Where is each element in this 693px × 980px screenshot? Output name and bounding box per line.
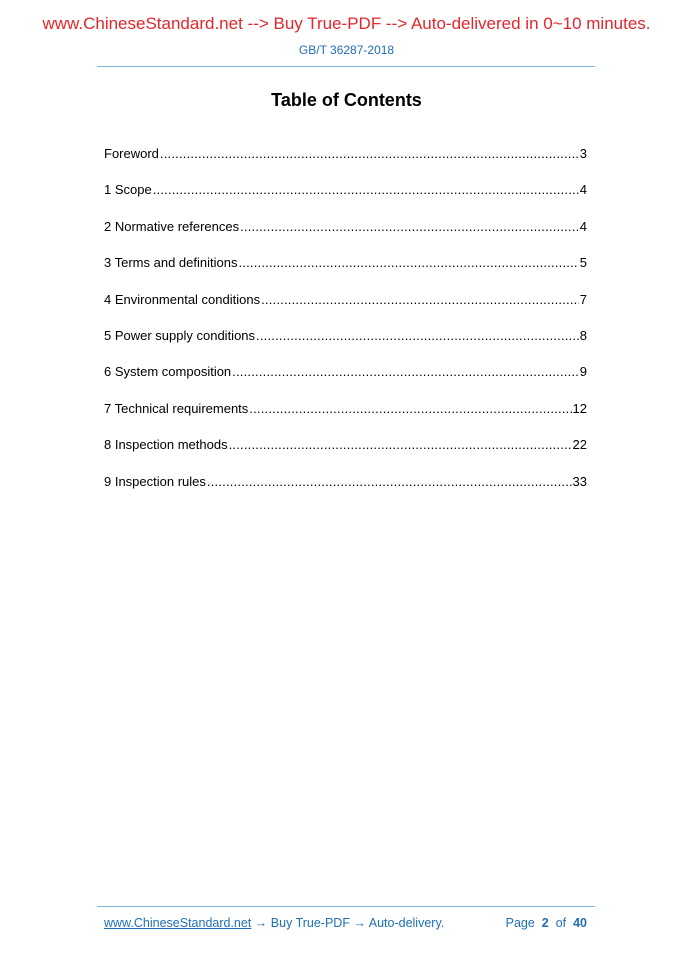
promo-banner[interactable]: www.ChineseStandard.net --> Buy True-PDF --> Auto-delivered in 0~10 minutes. bbox=[42, 14, 651, 33]
footer-divider bbox=[97, 906, 595, 907]
toc-entry-page: 22 bbox=[572, 437, 587, 453]
toc-entry-label: 7 Technical requirements bbox=[104, 400, 249, 416]
toc-entry-label: 4 Environmental conditions bbox=[104, 291, 261, 307]
toc-entry-label: 5 Power supply conditions bbox=[104, 327, 256, 343]
toc-dot-leader bbox=[249, 400, 571, 418]
toc-entry-system-composition[interactable] bbox=[104, 363, 587, 399]
toc-entry-power-supply[interactable] bbox=[104, 327, 587, 363]
toc-dot-leader bbox=[238, 254, 578, 272]
footer-site-link[interactable]: www.ChineseStandard.net bbox=[104, 916, 252, 930]
header-divider bbox=[97, 66, 595, 67]
page-number bbox=[506, 916, 587, 930]
toc-entry-label: 8 Inspection methods bbox=[104, 437, 228, 453]
toc-entry-scope[interactable] bbox=[104, 181, 587, 217]
toc-entry-label: 2 Normative references bbox=[104, 218, 240, 234]
toc-entry-page: 9 bbox=[579, 364, 587, 380]
toc-dot-leader bbox=[229, 436, 572, 454]
toc-dot-leader bbox=[153, 181, 579, 199]
footer-buy-text: Buy True-PDF bbox=[270, 916, 350, 930]
page-word: Page bbox=[505, 916, 535, 930]
toc-dot-leader bbox=[261, 291, 579, 309]
toc-entry-environmental-conditions[interactable] bbox=[104, 291, 587, 327]
toc-entry-label: 9 Inspection rules bbox=[104, 473, 206, 489]
toc-entry-label: Foreword bbox=[104, 146, 159, 161]
toc-entry-inspection-methods[interactable] bbox=[104, 436, 587, 472]
document-code: GB/T 36287-2018 bbox=[298, 43, 395, 57]
toc-entry-foreword[interactable] bbox=[104, 145, 587, 181]
page-total: 40 bbox=[573, 916, 587, 930]
page-footer bbox=[104, 916, 587, 934]
toc-entry-page: 12 bbox=[572, 400, 587, 416]
toc-title: Table of Contents bbox=[271, 90, 422, 110]
toc-dot-leader bbox=[207, 473, 572, 491]
toc-entry-normative-references[interactable] bbox=[104, 218, 587, 254]
footer-promo bbox=[104, 916, 444, 930]
toc-entry-label: 3 Terms and definitions bbox=[104, 255, 238, 271]
toc-entry-page: 7 bbox=[579, 291, 587, 307]
toc-entry-terms-definitions[interactable] bbox=[104, 254, 587, 290]
footer-delivery-text: Auto-delivery. bbox=[368, 916, 445, 930]
toc-entry-technical-requirements[interactable] bbox=[104, 400, 587, 436]
page-current: 2 bbox=[541, 916, 549, 930]
of-word: of bbox=[555, 916, 567, 930]
toc-list bbox=[104, 145, 587, 509]
toc-entry-page: 5 bbox=[579, 255, 587, 271]
toc-entry-inspection-rules[interactable] bbox=[104, 473, 587, 509]
toc-entry-page: 4 bbox=[579, 182, 587, 198]
toc-dot-leader bbox=[160, 145, 579, 163]
toc-entry-page: 4 bbox=[579, 218, 587, 234]
toc-entry-page: 33 bbox=[572, 473, 587, 489]
toc-dot-leader bbox=[256, 327, 579, 345]
toc-dot-leader bbox=[240, 218, 579, 236]
toc-entry-label: 1 Scope bbox=[104, 182, 152, 198]
toc-dot-leader bbox=[232, 363, 579, 381]
toc-entry-page: 8 bbox=[579, 327, 587, 343]
toc-entry-page: 3 bbox=[579, 146, 587, 161]
arrow-right-icon: → bbox=[254, 916, 268, 930]
arrow-right-icon: → bbox=[353, 916, 366, 930]
toc-entry-label: 6 System composition bbox=[104, 364, 232, 380]
